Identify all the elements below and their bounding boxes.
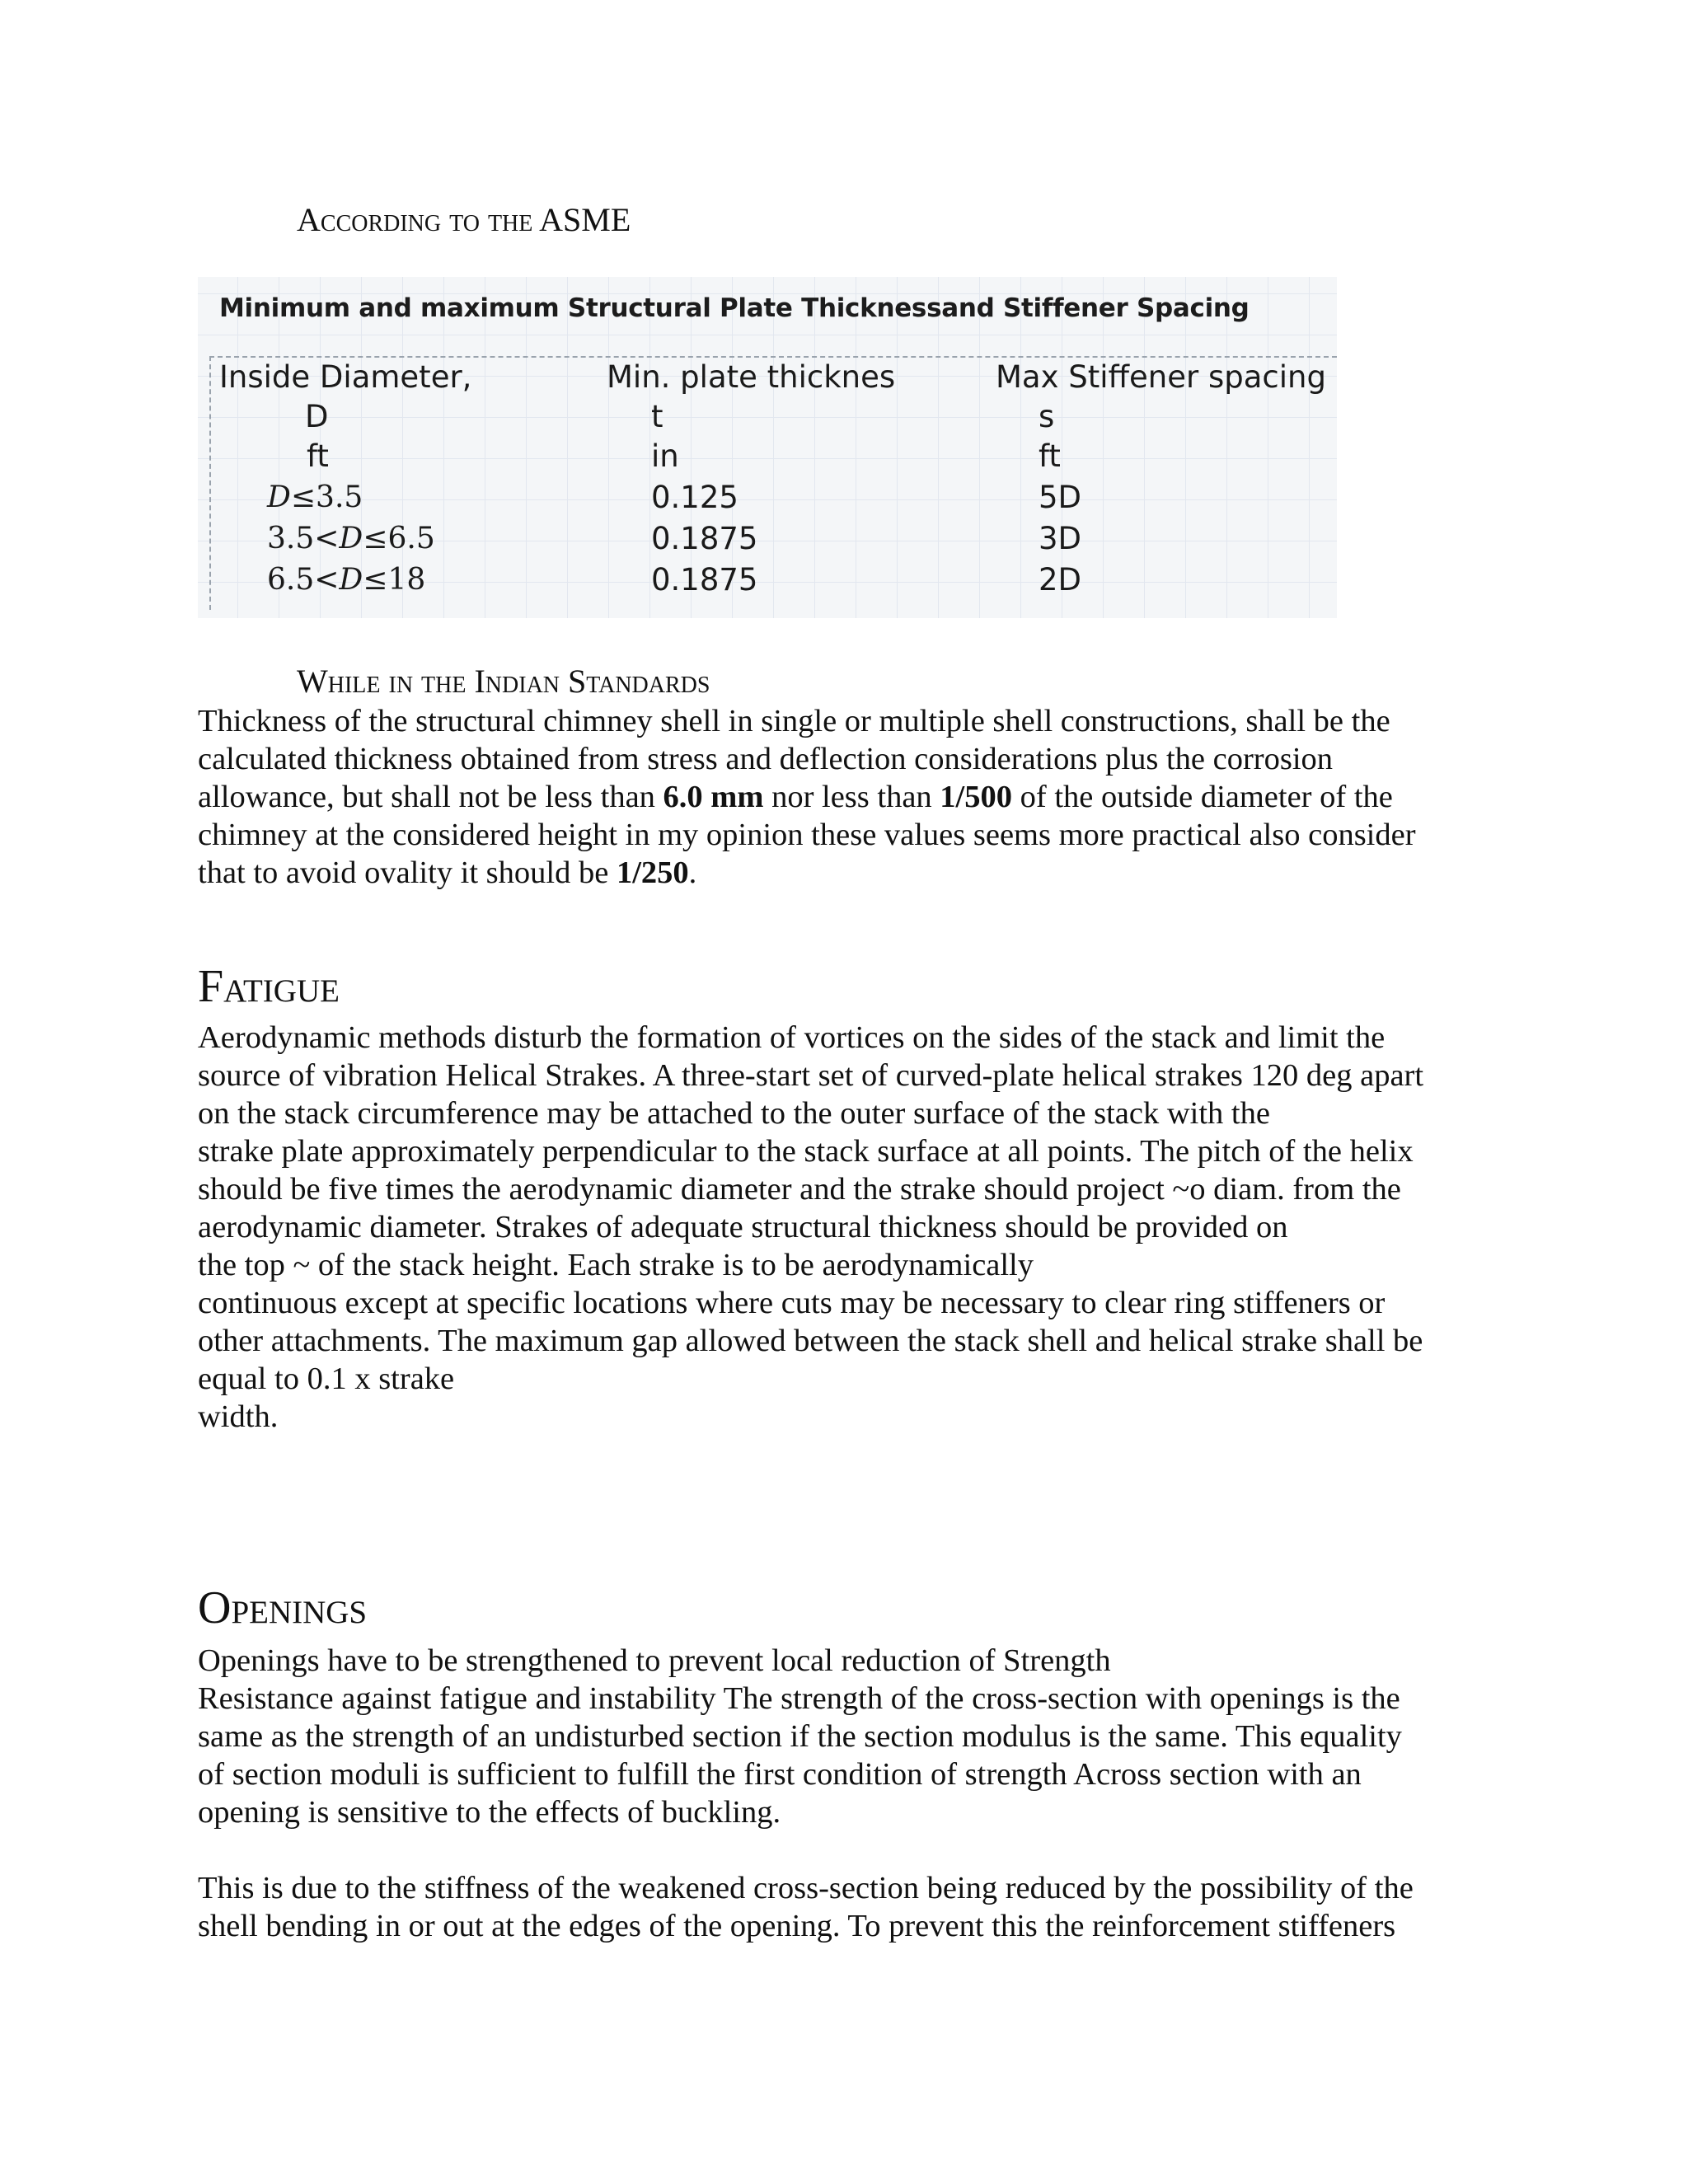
fatigue-para-line: on the stack circumference may be attached to the outer surface of the stack with the	[198, 1096, 1270, 1131]
fatigue-para-line: strake plate approximately perpendicular to the stack surface at all points. The pitch of the helix	[198, 1134, 1414, 1169]
openings-para-line: opening is sensitive to the effects of buckling.	[198, 1795, 781, 1830]
fatigue-para-line: Aerodynamic methods disturb the formation of vortices on the sides of the stack and limit the	[198, 1020, 1386, 1055]
openings-para-line: of section moduli is sufficient to fulfill the first condition of strength Across section with an	[198, 1757, 1362, 1792]
table-cell-spacing: 3D	[1039, 521, 1082, 556]
openings-para-line: shell bending in or out at the edges of the opening. To prevent this the reinforcement stiffeners	[198, 1909, 1396, 1943]
openings-para-line: Resistance against fatigue and instability The strength of the cross-section with openings is the	[198, 1681, 1400, 1716]
fatigue-section-title: Fatigue	[198, 961, 340, 1012]
openings-para-line: same as the strength of an undisturbed section if the section modulus is the same. This equality	[198, 1719, 1402, 1754]
fatigue-para-line: the top ~ of the stack height. Each strake is to be aerodynamically	[198, 1248, 1034, 1282]
fatigue-para-line: aerodynamic diameter. Strakes of adequate structural thickness should be provided on	[198, 1210, 1288, 1244]
table-cell-spacing: 5D	[1039, 480, 1082, 515]
table-cell-thickness: 0.125	[651, 480, 738, 515]
col-header-thickness-symbol: t	[651, 399, 663, 434]
col-header-spacing-symbol: s	[1039, 399, 1055, 434]
fatigue-para-line: continuous except at specific locations where cuts may be necessary to clear ring stiffeners or	[198, 1286, 1386, 1320]
diameter-ratio-value: 1/500	[940, 780, 1012, 814]
openings-para-line: Openings have to be strengthened to prevent local reduction of Strength	[198, 1643, 1111, 1678]
fatigue-para-line: other attachments. The maximum gap allowed between the stack shell and helical strake shall be	[198, 1324, 1423, 1358]
table-cell-diameter: D≤3.5	[267, 480, 363, 514]
openings-para-line: This is due to the stiffness of the weakened cross-section being reduced by the possibility of the	[198, 1871, 1414, 1905]
table-divider	[209, 356, 211, 610]
openings-section-title: Openings	[198, 1582, 368, 1633]
ovality-ratio-value: 1/250	[616, 855, 689, 890]
col-header-diameter: Inside Diameter,	[219, 359, 472, 395]
indian-para-line: chimney at the considered height in my opinion these values seems more practical also consider	[198, 818, 1416, 852]
fatigue-para-line: source of vibration Helical Strakes. A three-start set of curved-plate helical strakes 120 deg apart	[198, 1058, 1424, 1093]
min-thickness-value: 6.0 mm	[663, 780, 764, 814]
indian-para-line: calculated thickness obtained from stress and deflection considerations plus the corrosion	[198, 742, 1334, 776]
fatigue-para-line: equal to 0.1 x strake	[198, 1361, 455, 1396]
indian-para-line: allowance, but shall not be less than 6.0 mm nor less than 1/500 of the outside diameter of the	[198, 780, 1393, 814]
fatigue-para-line: should be five times the aerodynamic diameter and the strake should project ~o diam. from the	[198, 1172, 1401, 1207]
table-cell-thickness: 0.1875	[651, 562, 758, 598]
asme-heading: According to the ASME	[297, 201, 631, 238]
col-header-spacing-unit: ft	[1039, 438, 1061, 474]
table-cell-diameter: 3.5<D≤6.5	[267, 522, 435, 555]
fatigue-para-line: width.	[198, 1399, 279, 1434]
col-header-diameter-unit: ft	[307, 438, 329, 474]
table-cell-spacing: 2D	[1039, 562, 1082, 598]
col-header-spacing: Max Stiffener spacing	[996, 359, 1326, 395]
indian-para-line: that to avoid ovality it should be 1/250.	[198, 855, 697, 890]
indian-standards-heading: While in the Indian Standards	[297, 663, 710, 700]
table-cell-diameter: 6.5<D≤18	[267, 563, 426, 597]
table-cell-thickness: 0.1875	[651, 521, 758, 556]
col-header-thickness: Min. plate thicknes	[607, 359, 896, 395]
col-header-diameter-symbol: D	[305, 399, 329, 434]
plate-thickness-table	[198, 277, 1337, 618]
indian-para-line: Thickness of the structural chimney shell in single or multiple shell constructions, shall be the	[198, 704, 1390, 738]
table-caption: Minimum and maximum Structural Plate Thicknessand Stiffener Spacing	[219, 293, 1250, 323]
col-header-thickness-unit: in	[651, 438, 679, 474]
